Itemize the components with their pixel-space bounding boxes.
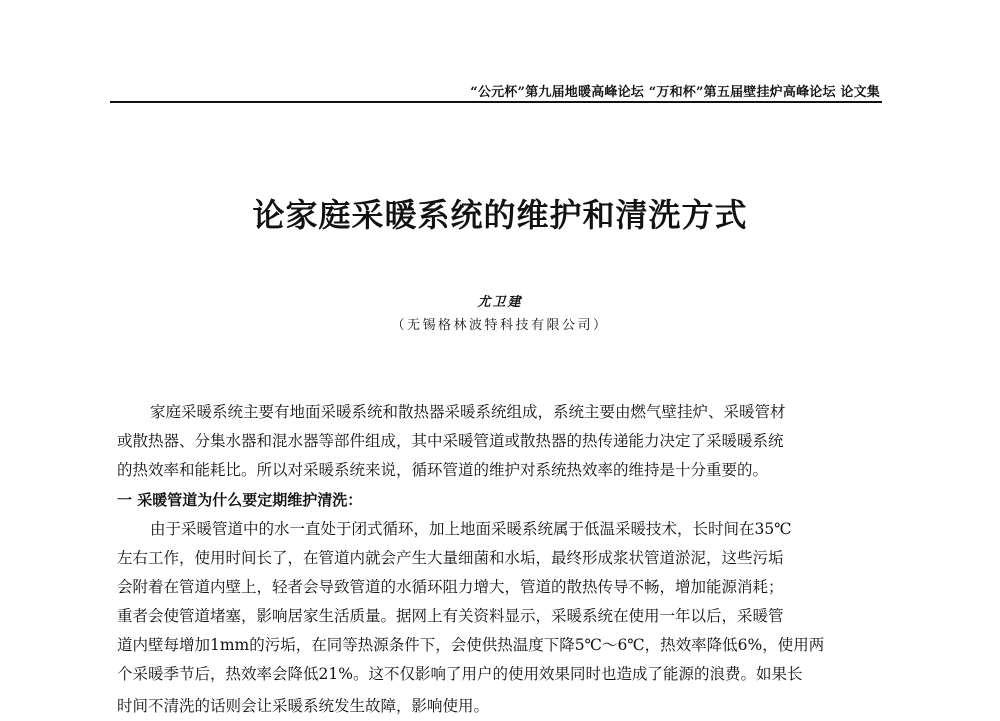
section1-line-3: 会附着在管道内壁上，轻者会导致管道的水循环阻力增大，管道的散热传导不畅，增加能源消耗； [117,578,784,596]
section1-line-6: 个采暖季节后，热效率会降低21%。这不仅影响了用户的使用效果同时也造成了能源的浪费。如果长 [117,665,803,683]
author-name: 尤卫建 [477,295,523,310]
section1-line-2: 左右工作，使用时间长了，在管道内就会产生大量细菌和水垢，最终形成浆状管道淤泥，这些污垢 [117,549,784,567]
section1-line-7: 时间不清洗的话则会让采暖系统发生故障，影响使用。 [117,697,490,715]
header-rule [110,101,882,103]
intro-line-1: 家庭采暖系统主要有地面采暖系统和散热器采暖系统组成，系统主要由燃气壁挂炉、采暖管材 [150,403,786,421]
author-affiliation: （无锡格林波特科技有限公司） [391,318,609,333]
intro-line-2: 或散热器、分集水器和混水器等部件组成，其中采暖管道或散热器的热传递能力决定了采暖暖系统 [117,432,784,450]
article-title: 论家庭采暖系统的维护和清洗方式 [252,196,748,234]
section1-line-4: 重者会使管道堵塞，影响居家生活质量。据网上有关资料显示，采暖系统在使用一年以后，采暖管 [117,607,784,625]
intro-line-3: 的热效率和能耗比。所以对采暖系统来说，循环管道的维护对系统热效率的维持是十分重要的。 [117,461,769,479]
section1-line-1: 由于采暖管道中的水一直处于闭式循环，加上地面采暖系统属于低温采暖技术，长时间在35℃ [150,520,792,538]
section1-line-5: 道内壁每增加1mm的污垢，在同等热源条件下，会使供热温度下降5℃～6℃，热效率降低6%，使用两 [117,636,825,654]
running-header: “公元杯”第九届地暖高峰论坛 “万和杯”第五届壁挂炉高峰论坛 论文集 [470,85,880,100]
section-heading-1: 一 采暖管道为什么要定期维护清洗： [117,491,363,509]
